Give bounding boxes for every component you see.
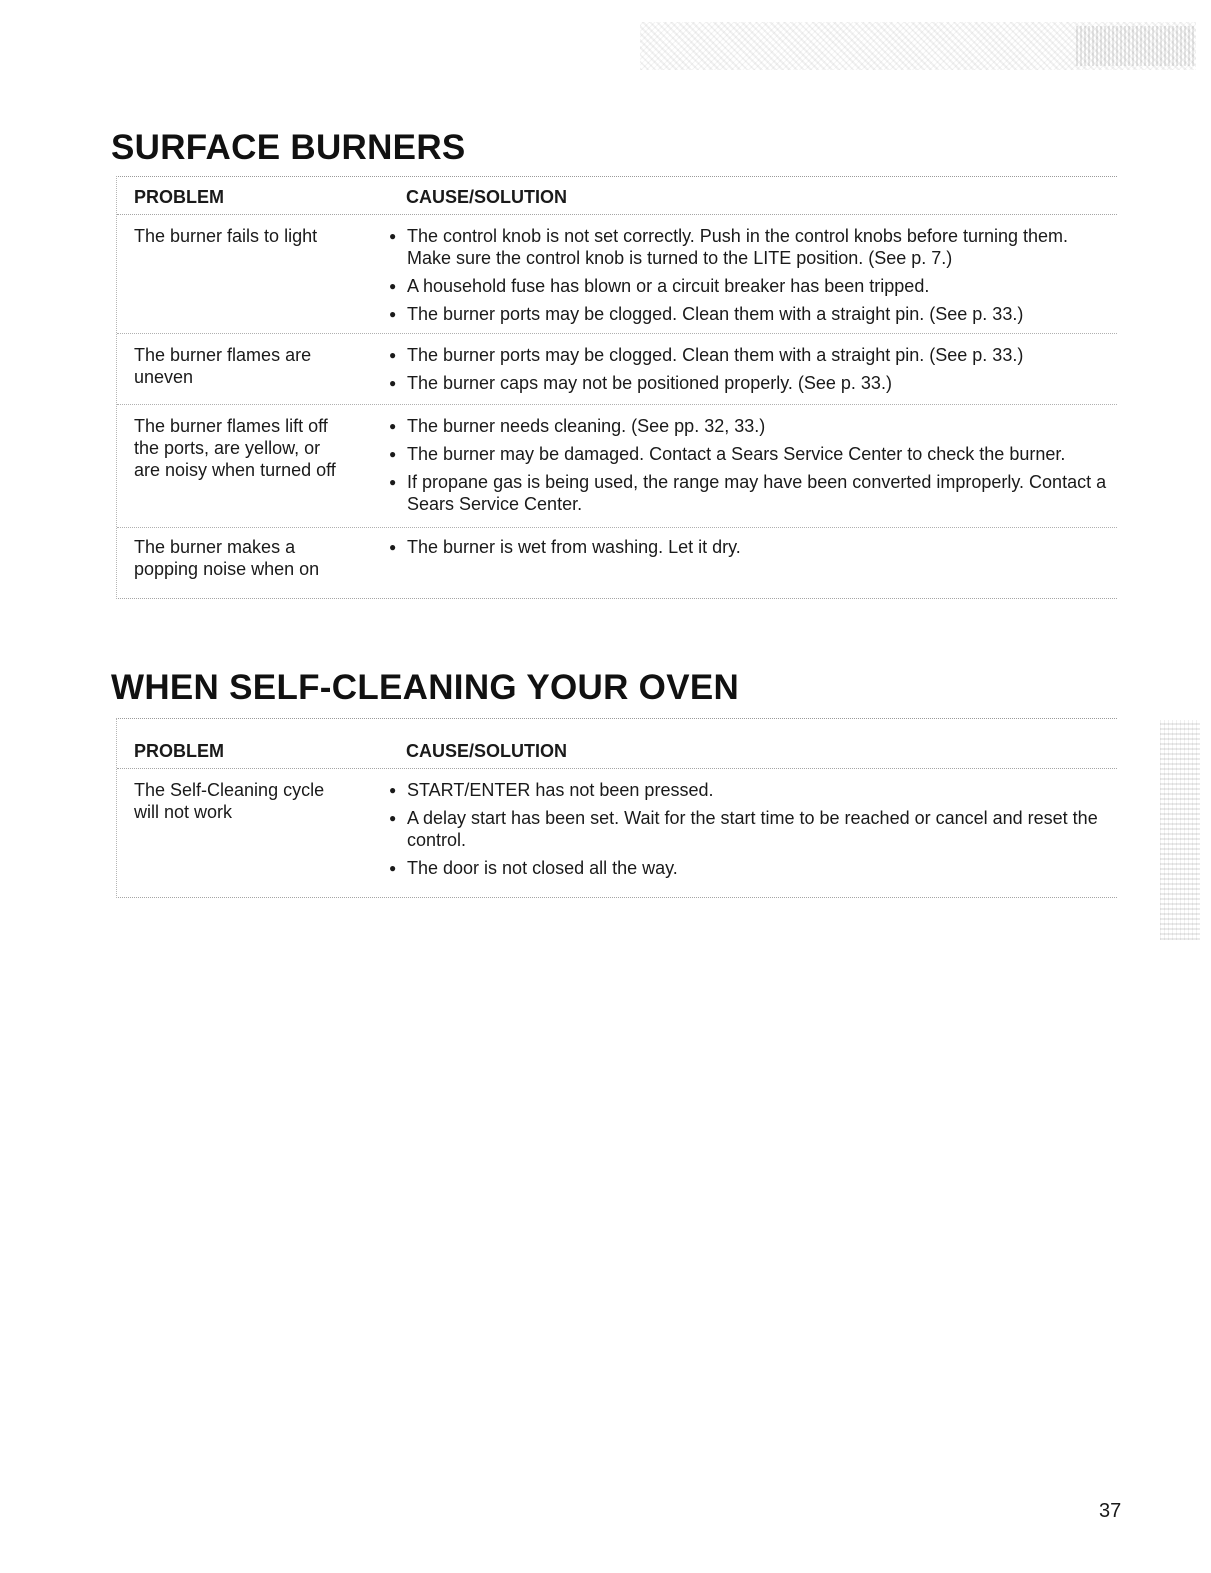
- cause-list: [389, 344, 1117, 400]
- section-title-self-cleaning: WHEN SELF-CLEANING YOUR OVEN: [111, 668, 740, 707]
- column-header-problem: PROBLEM: [134, 187, 224, 207]
- table-row: [117, 528, 1117, 598]
- self-cleaning-table: [116, 718, 1117, 898]
- cause-item: ● The burner ports may be clogged. Clean them with a straight pin. (See p. 33.): [389, 303, 1117, 325]
- surface-burners-table: [116, 176, 1117, 599]
- problem-text: The Self-Cleaning cycle will not work: [134, 780, 325, 822]
- cause-item: ● The burner caps may not be positioned properly. (See p. 33.): [389, 372, 1117, 394]
- cause-item: ● A delay start has been set. Wait for the start time to be reached or cancel and reset the control.: [389, 807, 1117, 851]
- cause-item: ● The burner ports may be clogged. Clean them with a straight pin. (See p. 33.): [389, 344, 1117, 366]
- problem-text: The burner flames lift off the ports, are yellow, or are noisy when turned off: [134, 416, 336, 480]
- problem-text: The burner flames are uneven: [134, 345, 312, 387]
- cause-list: [389, 536, 1117, 580]
- table-row: [117, 769, 1117, 897]
- cause-item: ● START/ENTER has not been pressed.: [389, 779, 1117, 801]
- cause-item: ● The burner needs cleaning. (See pp. 32, 33.): [389, 415, 1117, 437]
- cause-list: [389, 779, 1117, 885]
- page-number: 37: [1099, 1500, 1122, 1522]
- table-row: [117, 215, 1117, 334]
- cause-item: ● The burner is wet from washing. Let it dry.: [389, 536, 1117, 558]
- table-row: [117, 334, 1117, 405]
- problem-text: The burner fails to light: [134, 226, 318, 246]
- cause-list: [389, 225, 1117, 331]
- cause-item: ● If propane gas is being used, the range may have been converted improperly. Contact a Sears Service Center.: [389, 471, 1117, 515]
- problem-text: The burner makes a popping noise when on: [134, 537, 320, 579]
- cause-item: ● The door is not closed all the way.: [389, 857, 1117, 879]
- cause-item: ● The control knob is not set correctly. Push in the control knobs before turning them. Make sure the control knob is turned to the LITE position. (See p. 7.): [389, 225, 1117, 269]
- header-texture-banner: [640, 22, 1196, 70]
- side-tab-texture: [1160, 720, 1200, 940]
- column-header-problem: PROBLEM: [134, 741, 224, 761]
- cause-item: ● A household fuse has blown or a circuit breaker has been tripped.: [389, 275, 1117, 297]
- table-header: [117, 177, 1117, 215]
- cause-list: [389, 415, 1117, 521]
- section-title-surface-burners: SURFACE BURNERS: [111, 128, 466, 167]
- column-header-cause: CAUSE/SOLUTION: [406, 741, 568, 761]
- cause-item: ● The burner may be damaged. Contact a Sears Service Center to check the burner.: [389, 443, 1117, 465]
- table-row: [117, 405, 1117, 528]
- column-header-cause: CAUSE/SOLUTION: [406, 187, 568, 207]
- table-header: [117, 719, 1117, 769]
